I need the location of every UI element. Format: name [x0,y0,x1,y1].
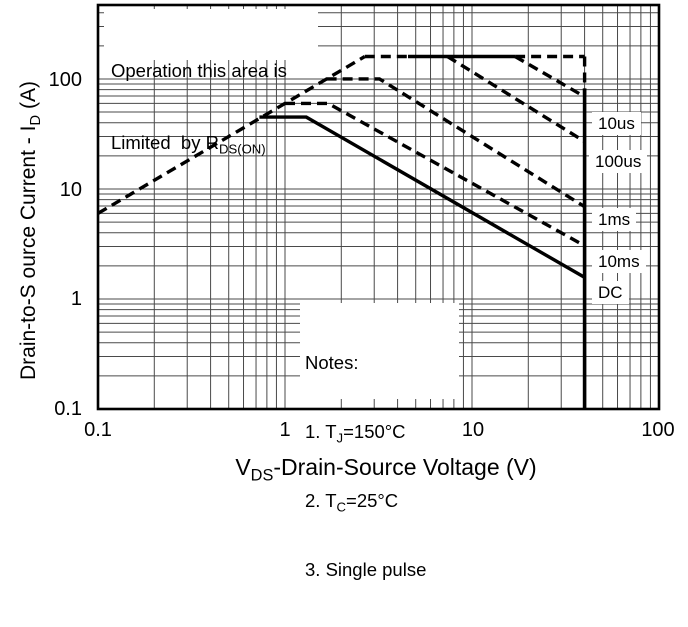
notes-item1-post: =150°C [343,421,406,442]
y-tick-0p1: 0.1 [54,398,82,420]
annotation-line2 [111,131,318,155]
y-title-main: Drain-to-S ource Current - I [17,125,40,380]
curve-label-dc: DC [592,281,629,304]
notes-item-1 [305,420,459,446]
notes-item1-sub: J [336,430,344,446]
notes-title: Notes: [305,352,359,373]
annotation-line1: Operation this area is [111,60,287,81]
y-tick-100: 100 [48,69,82,91]
curve-label-10ms: 10ms [592,250,646,273]
curve-label-1ms: 1ms [592,208,636,231]
x-tick-100: 100 [641,419,675,441]
y-tick-1: 1 [70,288,82,310]
notes-item-3: 3. Single pulse [305,559,427,580]
notes-item2-post: =25°C [346,490,399,511]
y-tick-10: 10 [59,179,82,201]
notes-item2-sub: C [336,499,347,515]
curve-label-10us: 10us [592,112,641,135]
curve-label-100us: 100us [589,150,647,173]
x-tick-1: 1 [279,419,291,441]
x-title-sub: DS [250,466,274,485]
notes-item-2 [305,489,459,515]
curve-1ms [327,79,585,207]
y-title-sub: D [28,114,45,126]
notes-item1-pre: 1. T [305,421,337,442]
x-title-rest: -Drain-Source Voltage (V) [273,454,537,480]
annotation-line2-text: Limited by R [111,132,219,153]
annotation-rdson-limit [104,9,318,157]
x-title-main: V [235,454,251,480]
y-axis-title [17,80,45,380]
annotation-line2-subscript: DS(ON) [218,141,266,157]
notes-item2-pre: 2. T [305,490,337,511]
curve-10ms [285,103,585,245]
curve-10us [515,57,585,97]
y-title-rest: (A) [17,80,40,115]
x-tick-0p1: 0.1 [84,419,112,441]
x-tick-10: 10 [461,419,485,441]
curve-100us [448,57,585,142]
